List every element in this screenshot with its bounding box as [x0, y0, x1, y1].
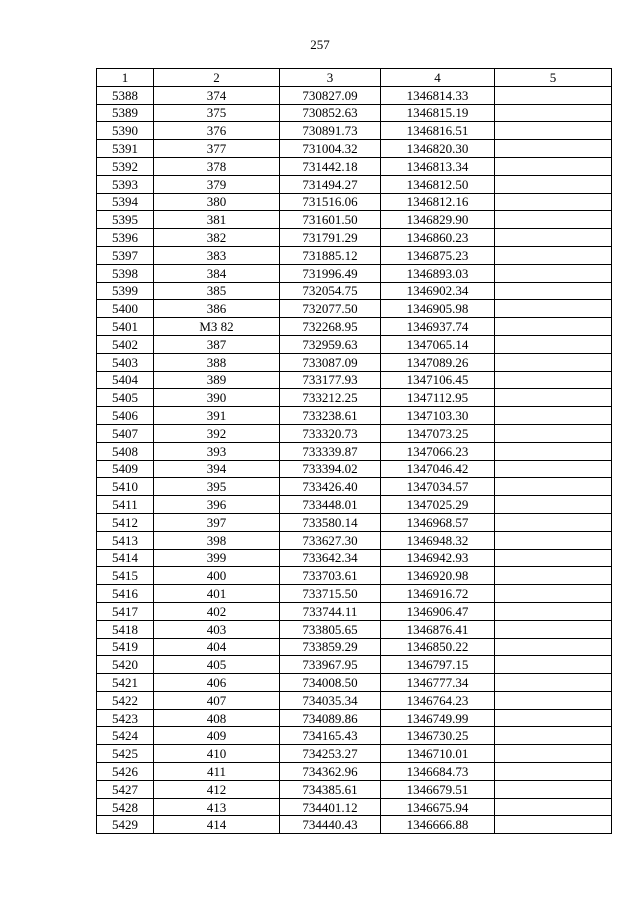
x-coordinate-cell: 733627.30: [280, 531, 381, 549]
note-cell: [495, 620, 612, 638]
x-coordinate-cell: 733394.02: [280, 460, 381, 478]
row-number-cell: 5407: [97, 424, 154, 442]
note-cell: [495, 389, 612, 407]
x-coordinate-cell: 733177.93: [280, 371, 381, 389]
point-number-cell: 407: [154, 691, 280, 709]
x-coordinate-cell: 733087.09: [280, 353, 381, 371]
table-row: [97, 585, 612, 603]
y-coordinate-cell: 1346815.19: [381, 104, 495, 122]
point-number-cell: 403: [154, 620, 280, 638]
table-row: [97, 175, 612, 193]
row-number-cell: 5426: [97, 763, 154, 781]
y-coordinate-cell: 1346905.98: [381, 300, 495, 318]
row-number-cell: 5414: [97, 549, 154, 567]
note-cell: [495, 140, 612, 158]
y-coordinate-cell: 1346875.23: [381, 246, 495, 264]
point-number-cell: 397: [154, 513, 280, 531]
x-coordinate-cell: 734401.12: [280, 798, 381, 816]
x-coordinate-cell: 732054.75: [280, 282, 381, 300]
point-number-cell: 411: [154, 763, 280, 781]
row-number-cell: 5399: [97, 282, 154, 300]
row-number-cell: 5393: [97, 175, 154, 193]
row-number-cell: 5410: [97, 478, 154, 496]
y-coordinate-cell: 1346937.74: [381, 318, 495, 336]
point-number-cell: 386: [154, 300, 280, 318]
column-header: 4: [381, 69, 495, 87]
x-coordinate-cell: 731885.12: [280, 246, 381, 264]
row-number-cell: 5422: [97, 691, 154, 709]
x-coordinate-cell: 733448.01: [280, 496, 381, 514]
row-number-cell: 5395: [97, 211, 154, 229]
note-cell: [495, 691, 612, 709]
row-number-cell: 5421: [97, 674, 154, 692]
note-cell: [495, 122, 612, 140]
table-row: [97, 157, 612, 175]
point-number-cell: 401: [154, 585, 280, 603]
y-coordinate-cell: 1346812.50: [381, 175, 495, 193]
y-coordinate-cell: 1347106.45: [381, 371, 495, 389]
table-row: [97, 531, 612, 549]
row-number-cell: 5415: [97, 567, 154, 585]
column-header: 1: [97, 69, 154, 87]
y-coordinate-cell: 1346968.57: [381, 513, 495, 531]
row-number-cell: 5389: [97, 104, 154, 122]
point-number-cell: 412: [154, 780, 280, 798]
y-coordinate-cell: 1346860.23: [381, 229, 495, 247]
note-cell: [495, 229, 612, 247]
note-cell: [495, 780, 612, 798]
note-cell: [495, 709, 612, 727]
x-coordinate-cell: 731996.49: [280, 264, 381, 282]
table-row: [97, 193, 612, 211]
y-coordinate-cell: 1346948.32: [381, 531, 495, 549]
x-coordinate-cell: 732077.50: [280, 300, 381, 318]
y-coordinate-cell: 1346666.88: [381, 816, 495, 834]
y-coordinate-cell: 1346902.34: [381, 282, 495, 300]
table-row: [97, 691, 612, 709]
row-number-cell: 5390: [97, 122, 154, 140]
note-cell: [495, 763, 612, 781]
row-number-cell: 5409: [97, 460, 154, 478]
point-number-cell: 395: [154, 478, 280, 496]
table-row: [97, 478, 612, 496]
note-cell: [495, 745, 612, 763]
note-cell: [495, 442, 612, 460]
point-number-cell: 380: [154, 193, 280, 211]
row-number-cell: 5391: [97, 140, 154, 158]
y-coordinate-cell: 1346920.98: [381, 567, 495, 585]
y-coordinate-cell: 1347066.23: [381, 442, 495, 460]
point-number-cell: 405: [154, 656, 280, 674]
point-number-cell: 389: [154, 371, 280, 389]
table-row: [97, 709, 612, 727]
table-row: [97, 727, 612, 745]
y-coordinate-cell: 1346876.41: [381, 620, 495, 638]
x-coordinate-cell: 734253.27: [280, 745, 381, 763]
column-header: 5: [495, 69, 612, 87]
x-coordinate-cell: 733967.95: [280, 656, 381, 674]
y-coordinate-cell: 1346816.51: [381, 122, 495, 140]
point-number-cell: 392: [154, 424, 280, 442]
x-coordinate-cell: 733580.14: [280, 513, 381, 531]
y-coordinate-cell: 1347025.29: [381, 496, 495, 514]
point-number-cell: 383: [154, 246, 280, 264]
table-row: [97, 620, 612, 638]
point-number-cell: 409: [154, 727, 280, 745]
row-number-cell: 5420: [97, 656, 154, 674]
row-number-cell: 5396: [97, 229, 154, 247]
note-cell: [495, 157, 612, 175]
x-coordinate-cell: 732959.63: [280, 335, 381, 353]
point-number-cell: 381: [154, 211, 280, 229]
y-coordinate-cell: 1346942.93: [381, 549, 495, 567]
table-row: [97, 104, 612, 122]
y-coordinate-cell: 1347065.14: [381, 335, 495, 353]
y-coordinate-cell: 1346710.01: [381, 745, 495, 763]
column-header: 3: [280, 69, 381, 87]
x-coordinate-cell: 733320.73: [280, 424, 381, 442]
coordinates-table: [96, 68, 612, 834]
note-cell: [495, 638, 612, 656]
point-number-cell: 377: [154, 140, 280, 158]
table-row: [97, 567, 612, 585]
table-row: [97, 318, 612, 336]
table-row: [97, 442, 612, 460]
x-coordinate-cell: 731791.29: [280, 229, 381, 247]
x-coordinate-cell: 733339.87: [280, 442, 381, 460]
point-number-cell: 408: [154, 709, 280, 727]
row-number-cell: 5411: [97, 496, 154, 514]
note-cell: [495, 246, 612, 264]
note-cell: [495, 816, 612, 834]
row-number-cell: 5406: [97, 407, 154, 425]
note-cell: [495, 353, 612, 371]
x-coordinate-cell: 733715.50: [280, 585, 381, 603]
row-number-cell: 5394: [97, 193, 154, 211]
note-cell: [495, 567, 612, 585]
note-cell: [495, 264, 612, 282]
point-number-cell: МЗ 82: [154, 318, 280, 336]
y-coordinate-cell: 1346820.30: [381, 140, 495, 158]
row-number-cell: 5397: [97, 246, 154, 264]
table-row: [97, 424, 612, 442]
row-number-cell: 5405: [97, 389, 154, 407]
y-coordinate-cell: 1346764.23: [381, 691, 495, 709]
point-number-cell: 385: [154, 282, 280, 300]
y-coordinate-cell: 1346675.94: [381, 798, 495, 816]
row-number-cell: 5402: [97, 335, 154, 353]
point-number-cell: 413: [154, 798, 280, 816]
table-row: [97, 763, 612, 781]
x-coordinate-cell: 734008.50: [280, 674, 381, 692]
header-row: [97, 69, 612, 87]
note-cell: [495, 549, 612, 567]
y-coordinate-cell: 1346829.90: [381, 211, 495, 229]
note-cell: [495, 318, 612, 336]
row-number-cell: 5424: [97, 727, 154, 745]
row-number-cell: 5388: [97, 86, 154, 104]
note-cell: [495, 300, 612, 318]
point-number-cell: 394: [154, 460, 280, 478]
x-coordinate-cell: 734165.43: [280, 727, 381, 745]
point-number-cell: 404: [154, 638, 280, 656]
point-number-cell: 374: [154, 86, 280, 104]
table-row: [97, 371, 612, 389]
point-number-cell: 375: [154, 104, 280, 122]
table-row: [97, 496, 612, 514]
x-coordinate-cell: 733805.65: [280, 620, 381, 638]
point-number-cell: 387: [154, 335, 280, 353]
note-cell: [495, 513, 612, 531]
x-coordinate-cell: 734440.43: [280, 816, 381, 834]
point-number-cell: 376: [154, 122, 280, 140]
x-coordinate-cell: 731601.50: [280, 211, 381, 229]
y-coordinate-cell: 1347034.57: [381, 478, 495, 496]
point-number-cell: 378: [154, 157, 280, 175]
table-row: [97, 122, 612, 140]
table-row: [97, 246, 612, 264]
x-coordinate-cell: 731442.18: [280, 157, 381, 175]
row-number-cell: 5427: [97, 780, 154, 798]
point-number-cell: 388: [154, 353, 280, 371]
y-coordinate-cell: 1347046.42: [381, 460, 495, 478]
note-cell: [495, 602, 612, 620]
point-number-cell: 410: [154, 745, 280, 763]
y-coordinate-cell: 1346893.03: [381, 264, 495, 282]
note-cell: [495, 193, 612, 211]
row-number-cell: 5429: [97, 816, 154, 834]
y-coordinate-cell: 1347103.30: [381, 407, 495, 425]
table-row: [97, 798, 612, 816]
row-number-cell: 5417: [97, 602, 154, 620]
table-row: [97, 674, 612, 692]
note-cell: [495, 86, 612, 104]
y-coordinate-cell: 1346777.34: [381, 674, 495, 692]
row-number-cell: 5401: [97, 318, 154, 336]
table-header: [97, 69, 612, 87]
x-coordinate-cell: 734089.86: [280, 709, 381, 727]
note-cell: [495, 335, 612, 353]
note-cell: [495, 175, 612, 193]
point-number-cell: 402: [154, 602, 280, 620]
x-coordinate-cell: 733212.25: [280, 389, 381, 407]
note-cell: [495, 585, 612, 603]
x-coordinate-cell: 733426.40: [280, 478, 381, 496]
row-number-cell: 5398: [97, 264, 154, 282]
point-number-cell: 400: [154, 567, 280, 585]
y-coordinate-cell: 1346813.34: [381, 157, 495, 175]
note-cell: [495, 282, 612, 300]
table-row: [97, 780, 612, 798]
table-row: [97, 300, 612, 318]
x-coordinate-cell: 733859.29: [280, 638, 381, 656]
table-body: [97, 86, 612, 833]
x-coordinate-cell: 731494.27: [280, 175, 381, 193]
point-number-cell: 399: [154, 549, 280, 567]
y-coordinate-cell: 1346797.15: [381, 656, 495, 674]
note-cell: [495, 727, 612, 745]
note-cell: [495, 424, 612, 442]
table-row: [97, 264, 612, 282]
point-number-cell: 391: [154, 407, 280, 425]
x-coordinate-cell: 731516.06: [280, 193, 381, 211]
note-cell: [495, 531, 612, 549]
x-coordinate-cell: 730891.73: [280, 122, 381, 140]
y-coordinate-cell: 1346812.16: [381, 193, 495, 211]
row-number-cell: 5425: [97, 745, 154, 763]
note-cell: [495, 407, 612, 425]
x-coordinate-cell: 733642.34: [280, 549, 381, 567]
note-cell: [495, 496, 612, 514]
row-number-cell: 5403: [97, 353, 154, 371]
table-row: [97, 335, 612, 353]
row-number-cell: 5392: [97, 157, 154, 175]
table-row: [97, 407, 612, 425]
y-coordinate-cell: 1346749.99: [381, 709, 495, 727]
y-coordinate-cell: 1346684.73: [381, 763, 495, 781]
y-coordinate-cell: 1346916.72: [381, 585, 495, 603]
y-coordinate-cell: 1346906.47: [381, 602, 495, 620]
point-number-cell: 406: [154, 674, 280, 692]
note-cell: [495, 211, 612, 229]
point-number-cell: 414: [154, 816, 280, 834]
point-number-cell: 379: [154, 175, 280, 193]
table-row: [97, 211, 612, 229]
page-number: 257: [310, 37, 330, 52]
table-row: [97, 282, 612, 300]
table-row: [97, 353, 612, 371]
row-number-cell: 5412: [97, 513, 154, 531]
table-row: [97, 745, 612, 763]
row-number-cell: 5428: [97, 798, 154, 816]
point-number-cell: 398: [154, 531, 280, 549]
row-number-cell: 5416: [97, 585, 154, 603]
table-row: [97, 656, 612, 674]
x-coordinate-cell: 730827.09: [280, 86, 381, 104]
y-coordinate-cell: 1347073.25: [381, 424, 495, 442]
table-row: [97, 549, 612, 567]
row-number-cell: 5400: [97, 300, 154, 318]
x-coordinate-cell: 734035.34: [280, 691, 381, 709]
note-cell: [495, 656, 612, 674]
note-cell: [495, 478, 612, 496]
y-coordinate-cell: 1346730.25: [381, 727, 495, 745]
table-row: [97, 229, 612, 247]
point-number-cell: 396: [154, 496, 280, 514]
y-coordinate-cell: 1346850.22: [381, 638, 495, 656]
note-cell: [495, 104, 612, 122]
row-number-cell: 5404: [97, 371, 154, 389]
column-header: 2: [154, 69, 280, 87]
row-number-cell: 5413: [97, 531, 154, 549]
table-row: [97, 460, 612, 478]
table-row: [97, 86, 612, 104]
x-coordinate-cell: 733744.11: [280, 602, 381, 620]
x-coordinate-cell: 730852.63: [280, 104, 381, 122]
table-row: [97, 816, 612, 834]
note-cell: [495, 460, 612, 478]
table-row: [97, 602, 612, 620]
point-number-cell: 384: [154, 264, 280, 282]
y-coordinate-cell: 1346679.51: [381, 780, 495, 798]
x-coordinate-cell: 733703.61: [280, 567, 381, 585]
note-cell: [495, 674, 612, 692]
x-coordinate-cell: 734362.96: [280, 763, 381, 781]
note-cell: [495, 798, 612, 816]
note-cell: [495, 371, 612, 389]
y-coordinate-cell: 1347089.26: [381, 353, 495, 371]
point-number-cell: 390: [154, 389, 280, 407]
point-number-cell: 382: [154, 229, 280, 247]
x-coordinate-cell: 731004.32: [280, 140, 381, 158]
x-coordinate-cell: 732268.95: [280, 318, 381, 336]
row-number-cell: 5408: [97, 442, 154, 460]
table-row: [97, 638, 612, 656]
table-row: [97, 513, 612, 531]
x-coordinate-cell: 734385.61: [280, 780, 381, 798]
row-number-cell: 5423: [97, 709, 154, 727]
y-coordinate-cell: 1347112.95: [381, 389, 495, 407]
table-row: [97, 389, 612, 407]
x-coordinate-cell: 733238.61: [280, 407, 381, 425]
table-row: [97, 140, 612, 158]
row-number-cell: 5418: [97, 620, 154, 638]
row-number-cell: 5419: [97, 638, 154, 656]
y-coordinate-cell: 1346814.33: [381, 86, 495, 104]
point-number-cell: 393: [154, 442, 280, 460]
